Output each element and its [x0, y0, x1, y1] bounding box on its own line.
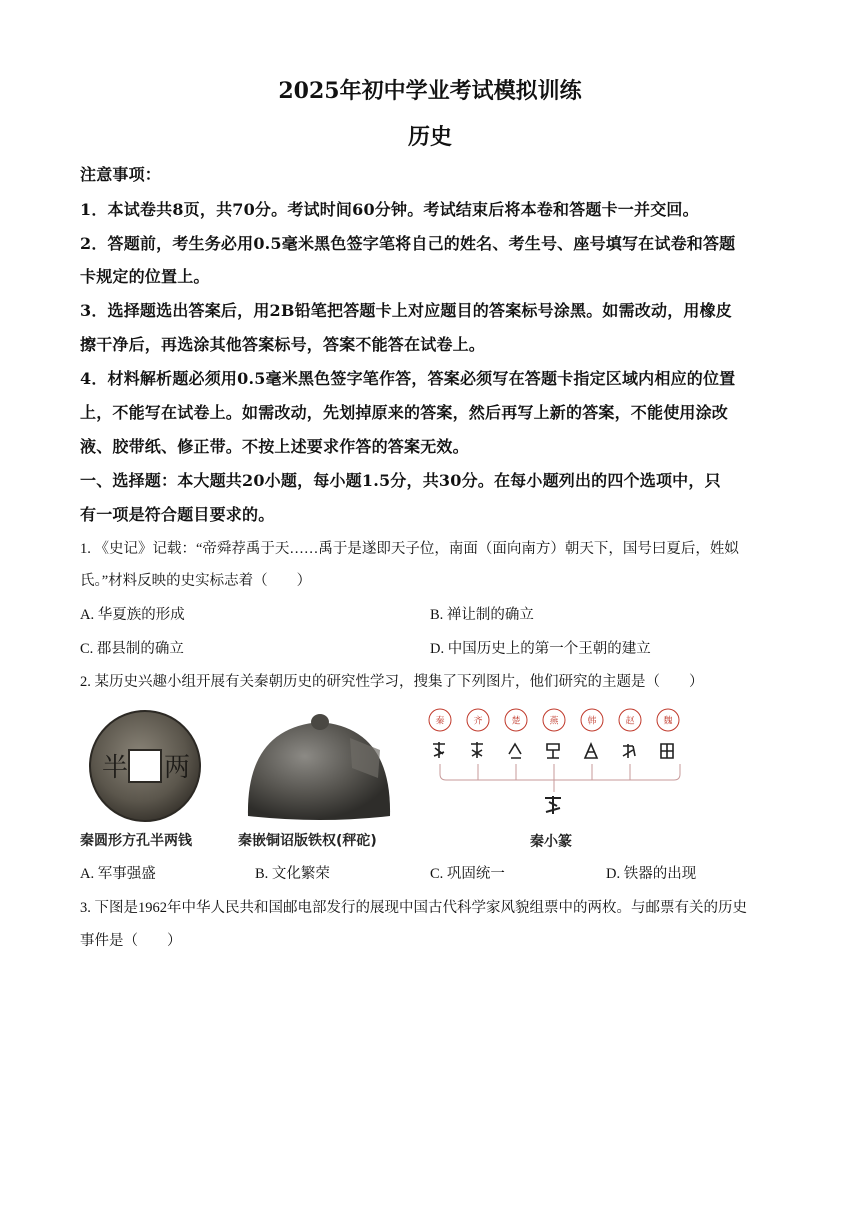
seal-script-glyph: [545, 796, 561, 814]
section-heading: 一、选择题：本大题共20小题，每小题1.5分，共30分。在每小题列出的四个选项中，只: [80, 471, 721, 490]
q2-option-d: D. 铁器的出现: [606, 866, 697, 882]
q3-stem-cont: 事件是（ ）: [80, 933, 182, 949]
q2-option-b: B. 文化繁荣: [255, 866, 330, 882]
q1-option-a: A. 华夏族的形成: [80, 607, 185, 623]
notice-item-3-cont: 擦干净后，再选涂其他答案标号，答案不能答在试卷上。: [80, 335, 486, 354]
coin-caption: 秦圆形方孔半两钱: [80, 833, 192, 849]
q1-option-c: C. 郡县制的确立: [80, 641, 184, 657]
exam-subject: 历史: [407, 124, 452, 150]
state-qi: 齐: [473, 716, 483, 727]
svg-text:半: 半: [102, 753, 129, 783]
section-heading-cont: 有一项是符合题目要求的。: [80, 505, 275, 524]
state-zhao: 赵: [625, 716, 635, 727]
notice-item-4: 4．材料解析题必须用0.5毫米黑色签字笔作答，答案必须写在答题卡指定区域内相应的位置: [80, 369, 736, 388]
state-labels: [429, 709, 679, 731]
seal-script-diagram: [425, 706, 695, 828]
q3-stem: 3. 下图是1962年中华人民共和国邮电部发行的展现中国古代科学家风貌组票中的两枚。与邮票有关的历史: [80, 900, 747, 916]
q2-option-a: A. 军事强盛: [80, 866, 156, 882]
state-qin: 秦: [435, 716, 445, 727]
notice-item-3: 3．选择题选出答案后，用2B铅笔把答题卡上对应题目的答案标号涂黑。如需改动，用橡皮: [80, 301, 732, 320]
state-yan: 燕: [549, 716, 559, 727]
q1-option-b: B. 禅让制的确立: [430, 607, 534, 623]
weight-caption: 秦嵌铜诏版铁权(秤砣): [238, 833, 377, 849]
script-caption: 秦小篆: [530, 834, 572, 850]
notice-item-4-cont: 上，不能写在试卷上。如需改动，先划掉原来的答案，然后再写上新的答案，不能使用涂改: [80, 403, 729, 422]
q2-stem: 2. 某历史兴趣小组开展有关秦朝历史的研究性学习，搜集了下列图片，他们研究的主题是（ ）: [80, 674, 704, 690]
iron-weight-image: [240, 708, 400, 824]
banliang-coin-image: [78, 706, 218, 824]
state-wei: 魏: [663, 716, 673, 727]
state-han: 韩: [587, 716, 597, 727]
notice-item-4-cont2: 液、胶带纸、修正带。不按上述要求作答的答案无效。: [80, 437, 469, 456]
svg-text:两: 两: [164, 753, 191, 783]
connector-lines: [440, 764, 680, 792]
notice-item-1: 1．本试卷共8页，共70分。考试时间60分钟。考试结束后将本卷和答题卡一并交回。: [80, 200, 699, 219]
q1-stem: 1. 《史记》记载：“帝舜荐禹于天……禹于是遂即天子位，南面（面向南方）朝天下，国号曰夏后，姓姒: [80, 541, 739, 557]
notice-heading: 注意事项：: [80, 165, 162, 184]
q1-option-d: D. 中国历史上的第一个王朝的建立: [430, 641, 651, 657]
notice-item-2: 2．答题前，考生务必用0.5毫米黑色签字笔将自己的姓名、考生号、座号填写在试卷和答题: [80, 234, 736, 253]
q2-option-c: C. 巩固统一: [430, 866, 505, 882]
exam-title: 2025年初中学业考试模拟训练: [278, 78, 582, 104]
notice-item-2-cont: 卡规定的位置上。: [80, 267, 210, 286]
q1-stem-cont: 氏。”材料反映的史实标志着（ ）: [80, 573, 312, 589]
state-chu: 楚: [511, 716, 521, 727]
ancient-glyphs: [433, 742, 673, 758]
